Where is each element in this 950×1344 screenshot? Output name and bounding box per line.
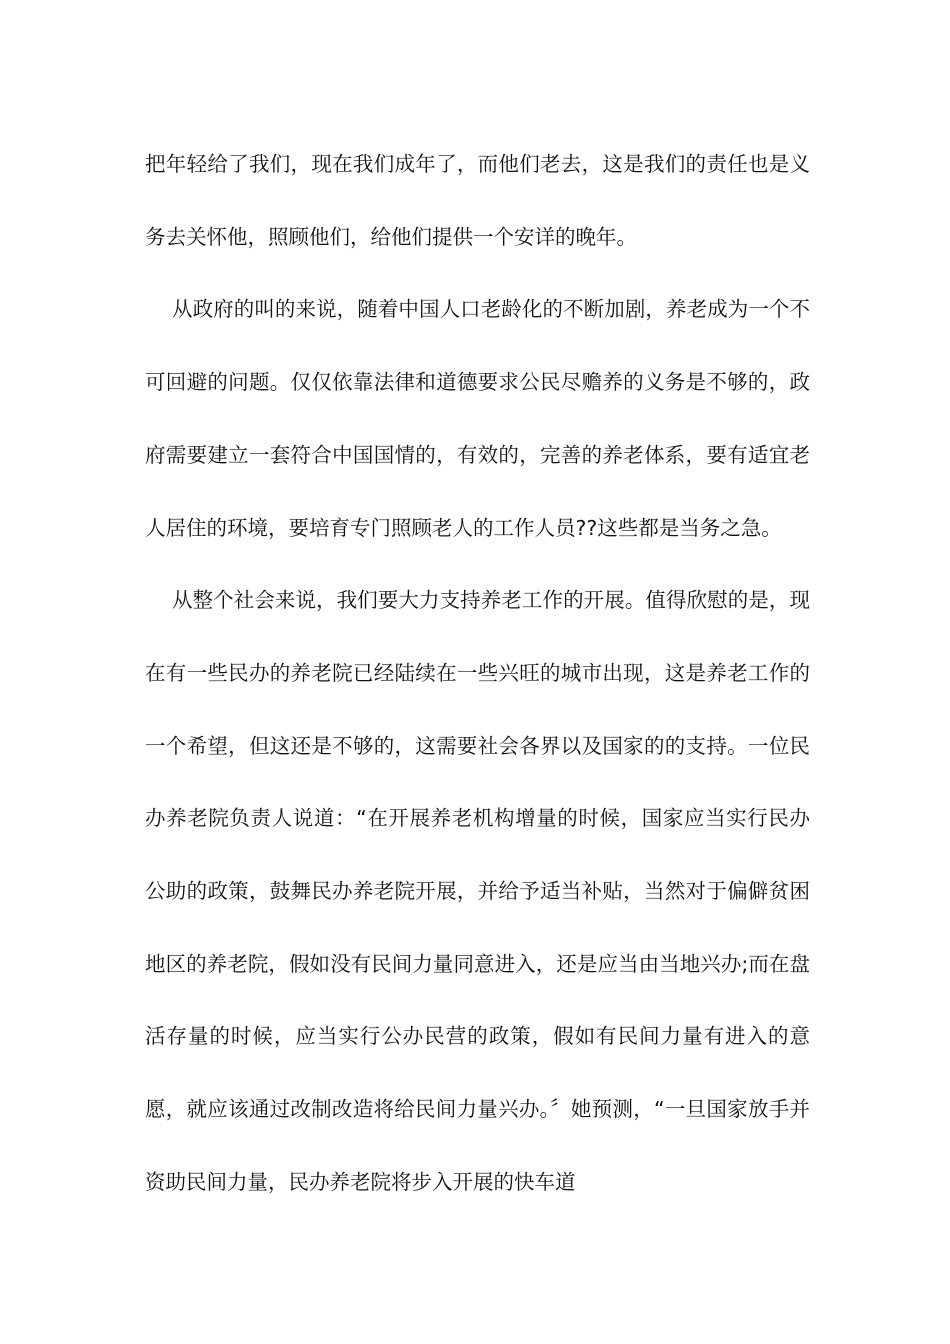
body-text [145,128,810,1219]
paragraph-1: 把年轻给了我们，现在我们成年了，而他们老去，这是我们的责任也是义务去关怀他，照顾他们，给他们提供一个安详的晚年。 [145,152,810,249]
paragraph-2: 从政府的叫的来说，随着中国人口老龄化的不断加剧，养老成为一个不可回避的问题。仅仅依靠法律和道德要求公民尽赡养的义务是不够的，政府需要建立一套符合中国国情的，有效的，完善的养老体系，要有适宜老人居住的环境，要培育专门照顾老人的工作人员??这些都是当务之急。 [145,297,810,540]
paragraph-3: 从整个社会来说，我们要大力支持养老工作的开展。值得欣慰的是，现在有一些民办的养老院已经陆续在一些兴旺的城市出现，这是养老工作的一个希望，但这还是不够的，这需要社会各界以及国家的的支持。一位民办养老院负责人说道：“在开展养老机构增量的时候，国家应当实行民办公助的政策，鼓舞民办养老院开展，并给予适当补贴，当然对于偏僻贫困地区的养老院，假如没有民间力量同意进入，还是应当由当地兴办;而在盘活存量的时候，应当实行公办民营的政策，假如有民间力量有进入的意愿，就应该通过改制改造将给民间力量兴办。〞她预测，“一旦国家放手并资助民间力量，民办养老院将步入开展的快车道 [145,588,810,1194]
